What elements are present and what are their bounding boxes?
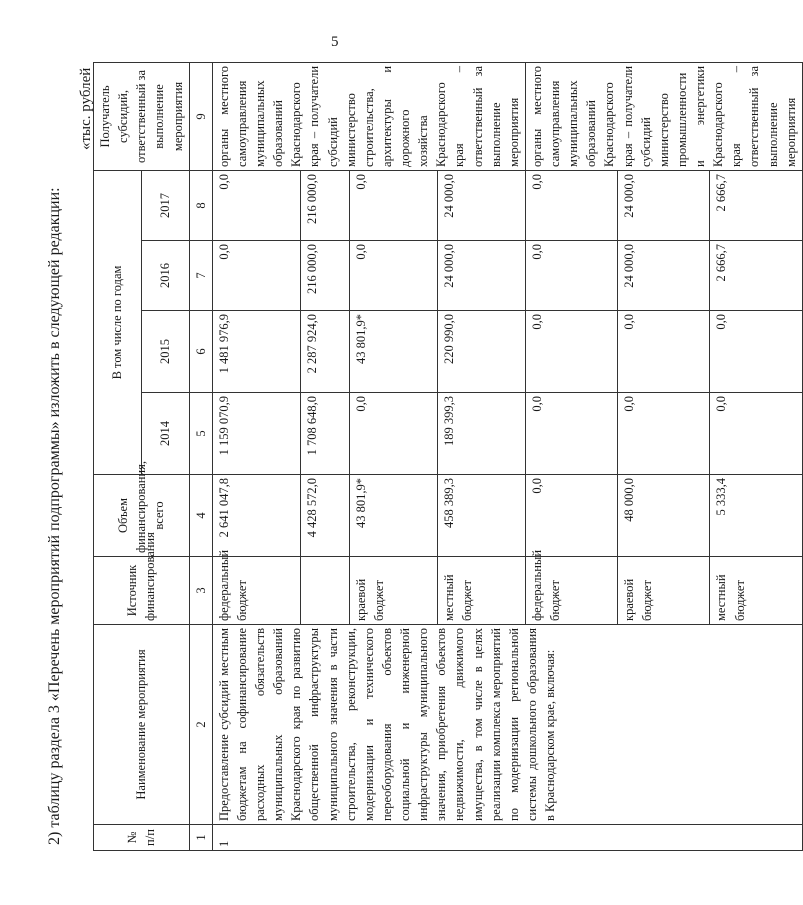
y2017-cell: 0,0 (525, 170, 617, 240)
col-number: 3 (189, 557, 212, 625)
source-cell: местный бюджет (437, 557, 525, 625)
y2017-cell: 24 000,0 (437, 170, 525, 240)
source-cell: краевой бюджет (618, 557, 710, 625)
total-cell: 48 000,0 (618, 475, 710, 557)
y2015-cell: 43 801,9* (349, 311, 437, 393)
source-cell: федеральный бюджет (212, 557, 300, 625)
recipient-text: министерство промышленности и энергетики Краснодарского края – ответственный за выполнение мероприятия (656, 65, 798, 167)
column-number-row (189, 62, 212, 850)
measures-table (93, 62, 803, 851)
table-row (212, 62, 300, 850)
recipient-cell (525, 62, 802, 170)
y2016-cell: 0,0 (525, 241, 617, 311)
page-number: 5 (331, 34, 339, 50)
y2015-cell: 220 990,0 (437, 311, 525, 393)
col-number: 1 (189, 825, 212, 851)
recipient-text: министерство строительства, архитектуры и дорожного хозяйства Краснодарского края – ответственный за выполнение мероприятия (343, 65, 521, 167)
header-num: № п/п (94, 825, 190, 851)
y2017-cell: 24 000,0 (618, 170, 710, 240)
total-cell: 43 801,9* (349, 475, 437, 557)
total-cell: 5 333,4 (710, 475, 802, 557)
y2016-cell: 0,0 (212, 241, 300, 311)
total-cell: 458 389,3 (437, 475, 525, 557)
header-2017: 2017 (141, 170, 189, 240)
measure-name: Предоставление субсидий местным бюджетам на софинансирование расходных обязательств муниципальных образований Краснодарского края по развитию общественной инфраструктуры муниципального значения в части строительства, реконструкции, модернизации и технического переоборудования объектов социальной и инженерной инфраструктуры муниципального значения, приобретения объектов недвижимости, движимого имущества, в том числе в целях реализации комплекса мероприятий по модернизации региональной системы дошкольного образования в Краснодарском крае, включая: (212, 625, 802, 825)
y2016-cell: 216 000,0 (300, 241, 349, 311)
total-cell: 2 641 047,8 (212, 475, 300, 557)
col-number: 9 (189, 62, 212, 170)
col-number: 2 (189, 625, 212, 825)
total-cell: 4 428 572,0 (300, 475, 349, 557)
y2015-cell: 0,0 (525, 311, 617, 393)
y2014-cell: 0,0 (618, 393, 710, 475)
recipient-cell (212, 62, 525, 170)
header-source: Источник финансирования (94, 557, 190, 625)
y2014-cell: 0,0 (710, 393, 802, 475)
y2015-cell: 2 287 924,0 (300, 311, 349, 393)
header-volume: Объем финансирования, всего (94, 475, 190, 557)
y2014-cell: 0,0 (525, 393, 617, 475)
y2014-cell: 1 159 070,9 (212, 393, 300, 475)
y2016-cell: 24 000,0 (618, 241, 710, 311)
header-row (94, 62, 142, 850)
header-2014: 2014 (141, 393, 189, 475)
recipient-text: органы местного самоуправления муниципальных образований Краснодарского края – получатели субсидий (216, 65, 340, 167)
source-cell: краевой бюджет (349, 557, 437, 625)
y2014-cell: 1 708 648,0 (300, 393, 349, 475)
y2014-cell: 189 399,3 (437, 393, 525, 475)
intro-text: 2) таблицу раздела 3 «Перечень мероприятий подпрограммы» изложить в следующей редакции: (46, 187, 63, 845)
total-cell: 0,0 (525, 475, 617, 557)
y2014-cell: 0,0 (349, 393, 437, 475)
y2017-cell: 0,0 (212, 170, 300, 240)
y2015-cell: 0,0 (710, 311, 802, 393)
col-number: 6 (189, 311, 212, 393)
header-name: Наименование мероприятия (94, 625, 190, 825)
header-2016: 2016 (141, 241, 189, 311)
recipient-text: органы местного самоуправления муниципальных образований Краснодарского края – получатели субсидий (529, 65, 653, 167)
col-number: 8 (189, 170, 212, 240)
y2015-cell: 0,0 (618, 311, 710, 393)
unit-label: «тыс. рублей (78, 67, 94, 150)
y2016-cell: 0,0 (349, 241, 437, 311)
col-number: 5 (189, 393, 212, 475)
source-cell: федеральный бюджет (525, 557, 617, 625)
y2017-cell: 0,0 (349, 170, 437, 240)
source-cell (300, 557, 349, 625)
y2017-cell: 216 000,0 (300, 170, 349, 240)
col-number: 4 (189, 475, 212, 557)
row-number: 1 (212, 825, 802, 851)
y2016-cell: 2 666,7 (710, 241, 802, 311)
source-cell: местный бюджет (710, 557, 802, 625)
header-recipient: Получатель субсидий, ответственный за выполнение мероприятия (94, 62, 190, 170)
header-by-year: В том числе по годам (94, 170, 142, 474)
y2017-cell: 2 666,7 (710, 170, 802, 240)
header-2015: 2015 (141, 311, 189, 393)
y2015-cell: 1 481 976,9 (212, 311, 300, 393)
y2016-cell: 24 000,0 (437, 241, 525, 311)
col-number: 7 (189, 241, 212, 311)
